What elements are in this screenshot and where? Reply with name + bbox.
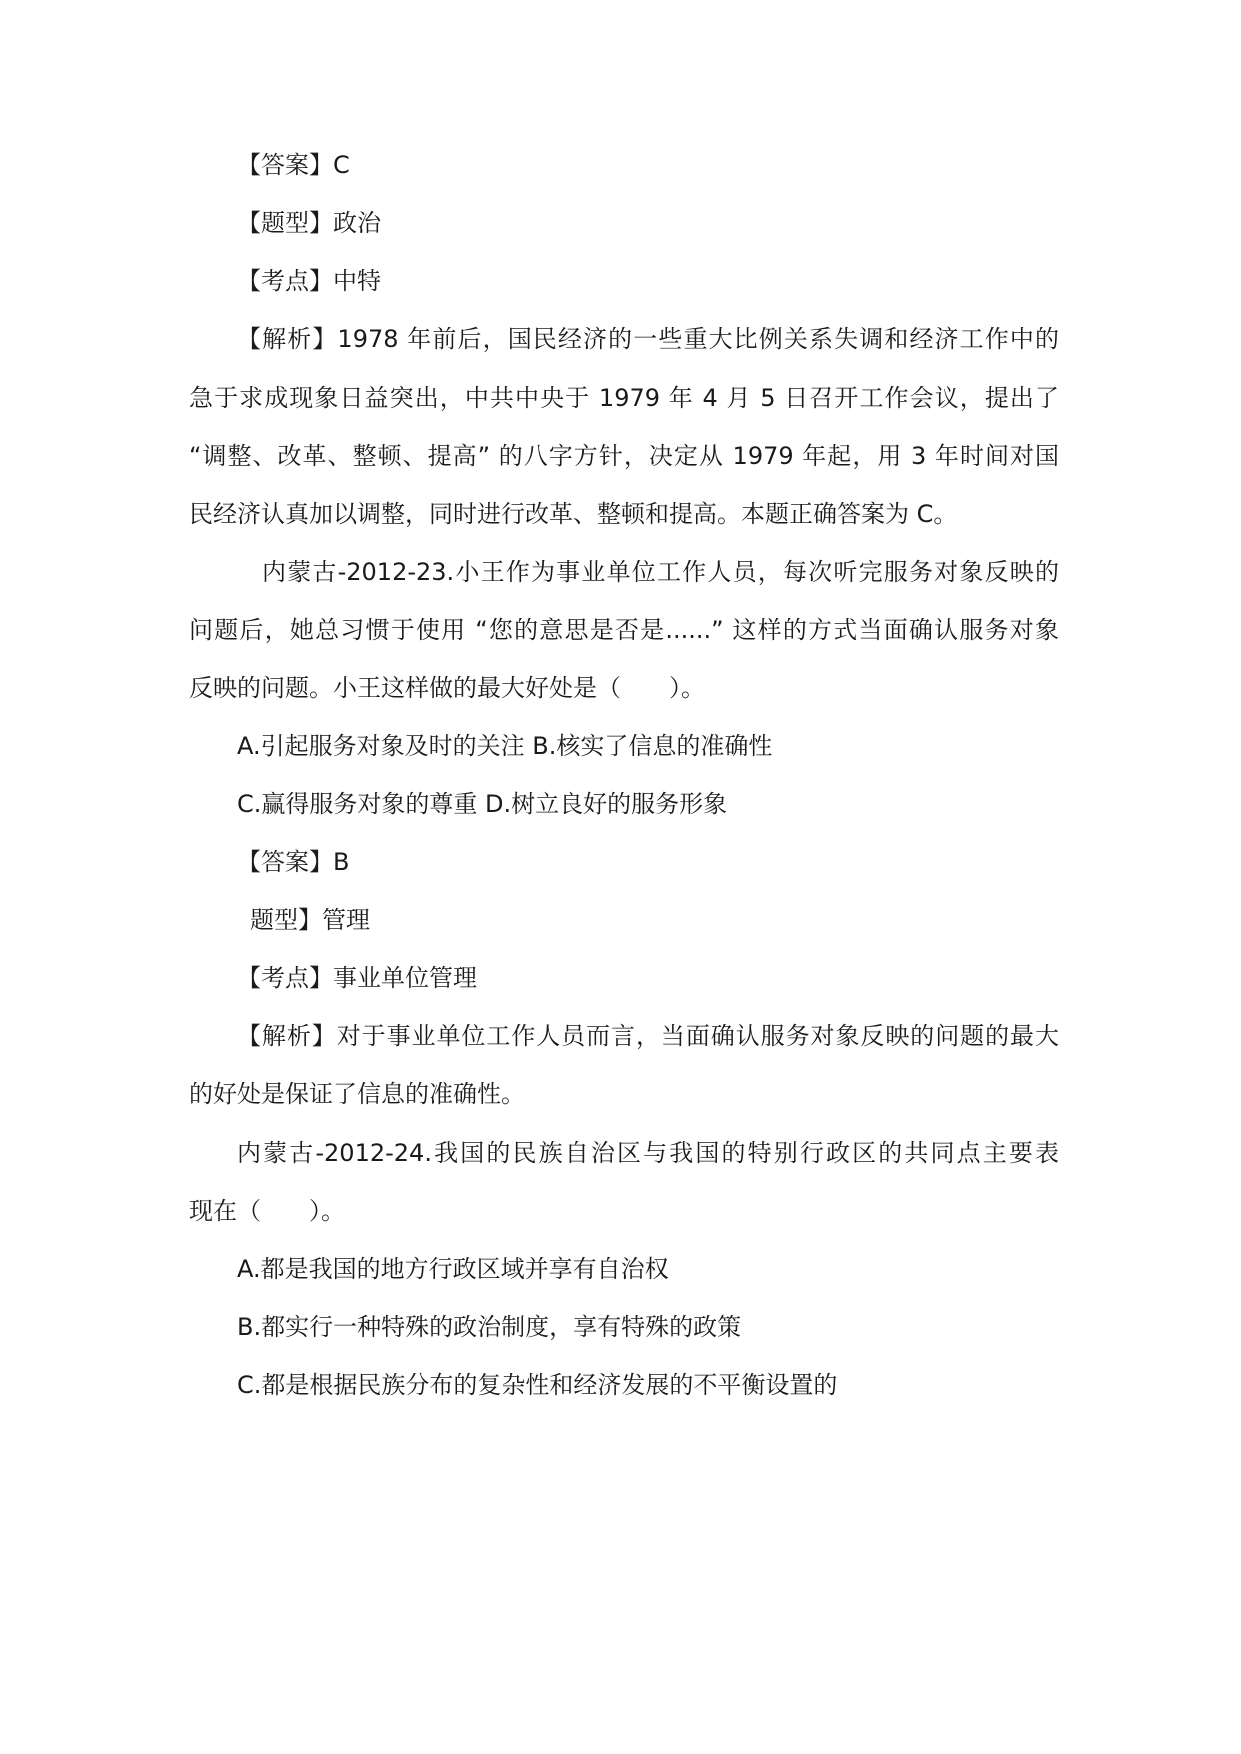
q23-options-line: A.引起服务对象及时的关注 B.核实了信息的准确性: [237, 732, 773, 760]
q22-type: 【题型】政治: [237, 209, 381, 237]
q22-analysis-line: 急于求成现象日益突出，中共中央于 1979 年 4 月 5 日召开工作会议，提出了: [189, 384, 1059, 412]
q22-answer: 【答案】C: [237, 151, 350, 179]
q22-analysis-line: 民经济认真加以调整，同时进行改革、整顿和提高。本题正确答案为 C。: [189, 500, 958, 528]
q23-point: 【考点】事业单位管理: [237, 964, 477, 992]
q23-stem-line: 问题后，她总习惯于使用 “您的意思是否是......” 这样的方式当面确认服务对象: [189, 616, 1059, 644]
q23-analysis-line: 的好处是保证了信息的准确性。: [189, 1080, 525, 1108]
q24-stem-line: 现在（ ）。: [189, 1197, 345, 1225]
q24-stem-line: 内蒙古-2012-24.我国的民族自治区与我国的特别行政区的共同点主要表: [237, 1139, 1059, 1167]
q23-options-line: C.赢得服务对象的尊重 D.树立良好的服务形象: [237, 790, 728, 818]
q22-analysis-line: “调整、改革、整顿、提高” 的八字方针，决定从 1979 年起，用 3 年时间对国: [189, 442, 1059, 470]
q23-stem-line: 反映的问题。小王这样做的最大好处是（ ）。: [189, 674, 705, 702]
q23-type: 题型】管理: [250, 906, 370, 934]
q23-analysis-line: 【解析】对于事业单位工作人员而言，当面确认服务对象反映的问题的最大: [237, 1022, 1059, 1050]
q22-analysis-line: 【解析】1978 年前后，国民经济的一些重大比例关系失调和经济工作中的: [237, 325, 1059, 353]
q23-stem-line: 内蒙古-2012-23.小王作为事业单位工作人员，每次听完服务对象反映的: [262, 558, 1059, 586]
q23-answer: 【答案】B: [237, 848, 350, 876]
q22-point: 【考点】中特: [237, 267, 381, 295]
q24-option-c: C.都是根据民族分布的复杂性和经济发展的不平衡设置的: [237, 1371, 838, 1399]
q24-option-b: B.都实行一种特殊的政治制度，享有特殊的政策: [237, 1313, 742, 1341]
q24-option-a: A.都是我国的地方行政区域并享有自治权: [237, 1255, 669, 1283]
